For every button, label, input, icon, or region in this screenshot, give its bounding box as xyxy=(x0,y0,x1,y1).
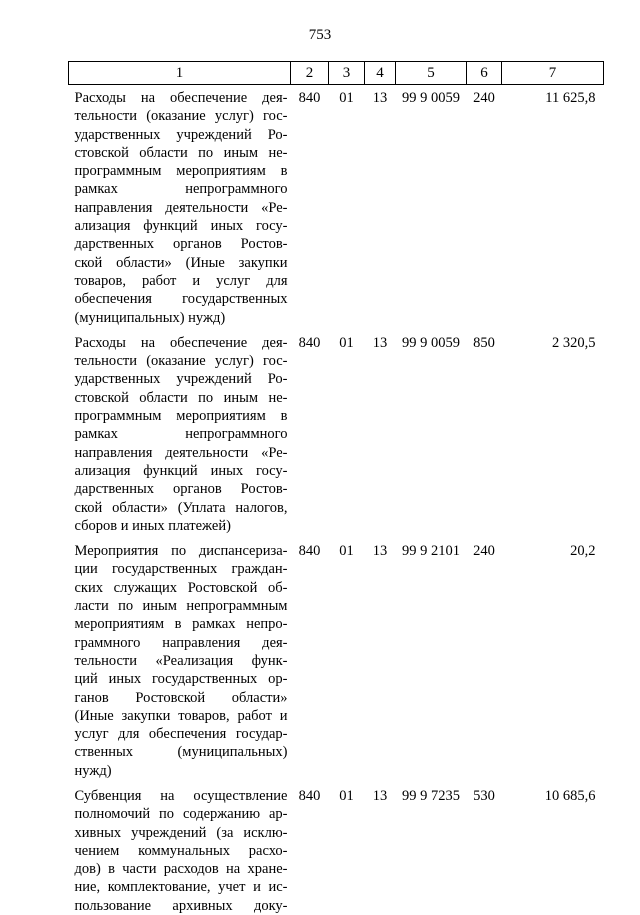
row-description xyxy=(69,85,291,327)
description-line: ударственных учреждений Ро- xyxy=(75,370,288,388)
description-line: программным мероприятиям в xyxy=(75,162,288,180)
header-col-6: 6 xyxy=(467,62,502,85)
table-header xyxy=(69,62,604,85)
description-line: рамках непрограммного xyxy=(75,180,288,198)
description-line: ние, комплектование, учет и ис- xyxy=(75,878,288,896)
description-line: ганов Ростовской области» xyxy=(75,689,288,707)
header-col-7: 7 xyxy=(502,62,604,85)
description-line: ской области» (Иные закупки xyxy=(75,254,288,272)
header-col-3: 3 xyxy=(329,62,365,85)
description-line: ций иных государственных ор- xyxy=(75,670,288,688)
page-number: 753 xyxy=(0,27,640,44)
description-line: пользование архивных доку- xyxy=(75,897,288,915)
description-line: дов) в части расходов на хране- xyxy=(75,860,288,878)
header-col-4: 4 xyxy=(365,62,396,85)
description-line: направления деятельности «Ре- xyxy=(75,444,288,462)
budget-table xyxy=(68,61,604,915)
description-line: программным мероприятиям в xyxy=(75,407,288,425)
description-line: дарственных органов Ростов- xyxy=(75,235,288,253)
amount-value: 10 685,6 xyxy=(502,780,604,915)
description-line: направления деятельности «Ре- xyxy=(75,199,288,217)
table-body xyxy=(69,85,604,915)
col-3-value: 01 xyxy=(329,535,365,780)
header-col-2: 2 xyxy=(291,62,329,85)
description-line: ции государственных граждан- xyxy=(75,560,288,578)
col-4-value: 13 xyxy=(365,327,396,535)
col-6-value: 530 xyxy=(467,780,502,915)
description-line: ственных (муниципальных) xyxy=(75,743,288,761)
description-line: ской области» (Уплата налогов, xyxy=(75,499,288,517)
description-line: услуг для обеспечения государ- xyxy=(75,725,288,743)
table-row xyxy=(69,85,604,327)
col-2-value: 840 xyxy=(291,535,329,780)
row-description xyxy=(69,780,291,915)
col-3-value: 01 xyxy=(329,85,365,327)
description-line: стовской области по иным не- xyxy=(75,389,288,407)
description-line: сборов и иных платежей) xyxy=(75,517,288,535)
description-line: граммного направления дея- xyxy=(75,634,288,652)
description-line: Мероприятия по диспансериза- xyxy=(75,542,288,560)
description-line: ализация функций иных госу- xyxy=(75,217,288,235)
description-line: Расходы на обеспечение дея- xyxy=(75,334,288,352)
description-line: ласти по иным непрограммным xyxy=(75,597,288,615)
col-5-value: 99 9 7235 xyxy=(396,780,467,915)
description-line: ских служащих Ростовской об- xyxy=(75,579,288,597)
description-line: тельности «Реализация функ- xyxy=(75,652,288,670)
description-line: Субвенция на осуществление xyxy=(75,787,288,805)
description-line: ударственных учреждений Ро- xyxy=(75,126,288,144)
description-line: полномочий по содержанию ар- xyxy=(75,805,288,823)
col-5-value: 99 9 2101 xyxy=(396,535,467,780)
col-6-value: 240 xyxy=(467,85,502,327)
col-4-value: 13 xyxy=(365,780,396,915)
description-line: дарственных органов Ростов- xyxy=(75,480,288,498)
col-2-value: 840 xyxy=(291,85,329,327)
header-col-1: 1 xyxy=(69,62,291,85)
col-5-value: 99 9 0059 xyxy=(396,327,467,535)
row-description xyxy=(69,327,291,535)
description-line: мероприятиям в рамках непро- xyxy=(75,615,288,633)
description-line: тельности (оказание услуг) гос- xyxy=(75,352,288,370)
description-line: рамках непрограммного xyxy=(75,425,288,443)
table-row xyxy=(69,780,604,915)
table-row xyxy=(69,535,604,780)
amount-value: 2 320,5 xyxy=(502,327,604,535)
col-3-value: 01 xyxy=(329,327,365,535)
row-description xyxy=(69,535,291,780)
description-line: (муниципальных) нужд) xyxy=(75,309,288,327)
description-line: обеспечения государственных xyxy=(75,290,288,308)
col-4-value: 13 xyxy=(365,535,396,780)
description-line: товаров, работ и услуг для xyxy=(75,272,288,290)
col-2-value: 840 xyxy=(291,780,329,915)
description-line: ализация функций иных госу- xyxy=(75,462,288,480)
description-line: стовской области по иным не- xyxy=(75,144,288,162)
amount-value: 20,2 xyxy=(502,535,604,780)
description-line: тельности (оказание услуг) гос- xyxy=(75,107,288,125)
col-6-value: 240 xyxy=(467,535,502,780)
table-row xyxy=(69,327,604,535)
header-col-5: 5 xyxy=(396,62,467,85)
description-line: хивных учреждений (за исклю- xyxy=(75,824,288,842)
col-5-value: 99 9 0059 xyxy=(396,85,467,327)
description-line: Расходы на обеспечение дея- xyxy=(75,89,288,107)
description-line: (Иные закупки товаров, работ и xyxy=(75,707,288,725)
description-line: чением коммунальных расхо- xyxy=(75,842,288,860)
amount-value: 11 625,8 xyxy=(502,85,604,327)
col-2-value: 840 xyxy=(291,327,329,535)
col-4-value: 13 xyxy=(365,85,396,327)
col-3-value: 01 xyxy=(329,780,365,915)
description-line: нужд) xyxy=(75,762,288,780)
col-6-value: 850 xyxy=(467,327,502,535)
